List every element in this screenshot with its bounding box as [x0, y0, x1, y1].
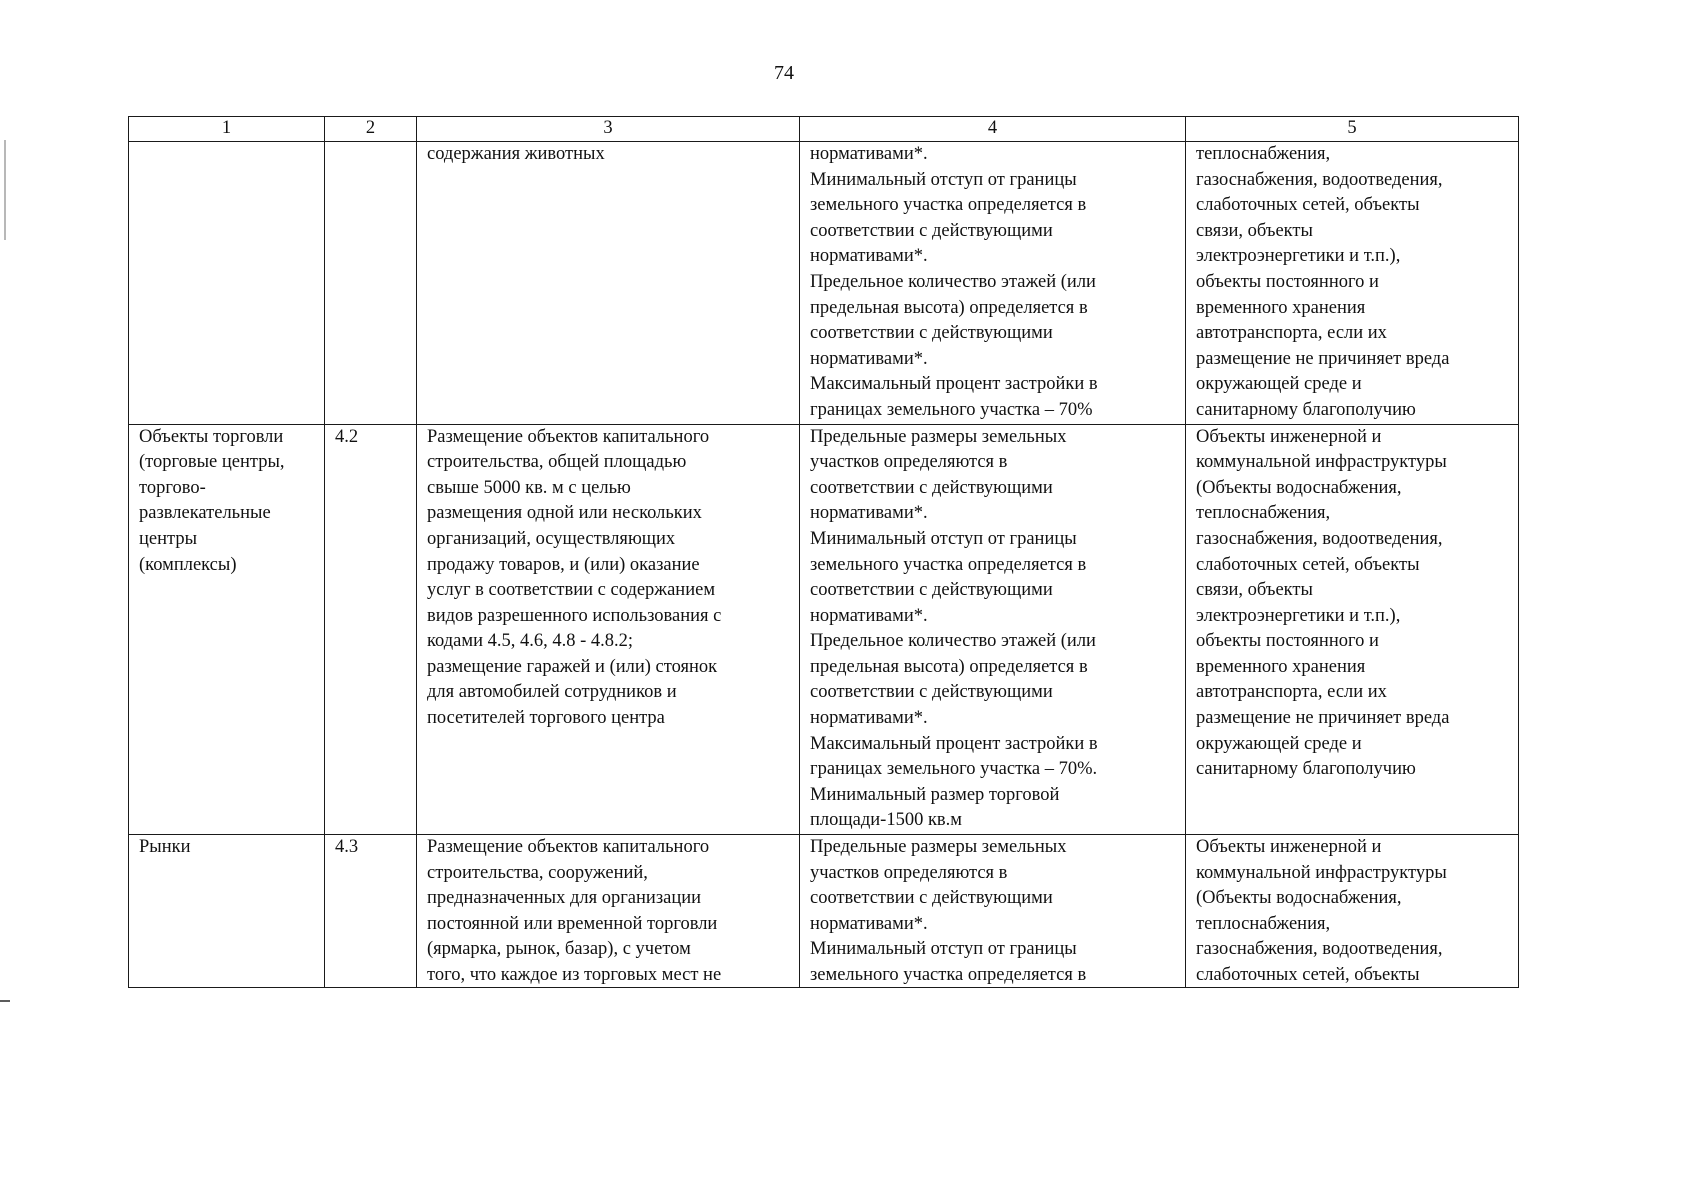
column-header: 1	[129, 117, 325, 142]
cell-text-line: газоснабжения, водоотведения,	[1196, 939, 1443, 960]
cell-text-line: кодами 4.5, 4.6, 4.8 - 4.8.2;	[427, 631, 634, 652]
cell-text-line: для автомобилей сотрудников и	[427, 682, 677, 703]
cell-content	[1196, 425, 1512, 783]
cell-text-line: соответствии с действующими	[810, 477, 1053, 498]
cell-text-line: размещение гаражей и (или) стоянок	[427, 656, 718, 677]
cell-content	[810, 142, 1179, 424]
cell-text-line: торгово-	[139, 477, 206, 498]
cell-text-line: Минимальный отступ от границы	[810, 528, 1077, 549]
cell-text-line: теплоснабжения,	[1196, 913, 1331, 934]
cell-text-line: содержания животных	[427, 144, 605, 164]
use-name-cell	[129, 142, 325, 425]
parameters-cell	[800, 424, 1186, 835]
table-row	[129, 835, 1519, 988]
cell-content	[810, 425, 1179, 835]
cell-text-line: коммунальной инфраструктуры	[1196, 452, 1447, 473]
cell-text-line: нормативами*.	[810, 503, 928, 524]
cell-text-line: объекты постоянного и	[1196, 271, 1379, 292]
cell-text-line: Объекты инженерной и	[1196, 837, 1382, 858]
land-use-table	[128, 116, 1519, 988]
auxiliary-uses-cell	[1186, 835, 1519, 988]
cell-text-line: земельного участка определяется в	[810, 554, 1087, 575]
cell-text-line: размещение не причиняет вреда	[1196, 348, 1450, 369]
description-cell	[417, 424, 800, 835]
cell-text-line: нормативами*.	[810, 144, 928, 164]
cell-text-line: коммунальной инфраструктуры	[1196, 862, 1447, 883]
cell-text-line: границах земельного участка – 70%.	[810, 759, 1098, 780]
cell-text-line: Размещение объектов капитального	[427, 837, 710, 858]
cell-text-line: газоснабжения, водоотведения,	[1196, 528, 1443, 549]
cell-text-line: Объекты инженерной и	[1196, 426, 1382, 447]
cell-text-line: организаций, осуществляющих	[427, 528, 676, 549]
cell-text-line: постоянной или временной торговли	[427, 913, 718, 934]
column-header: 4	[800, 117, 1186, 142]
cell-text-line: строительства, общей площадью	[427, 452, 687, 473]
cell-text-line: услуг в соответствии с содержанием	[427, 580, 716, 601]
cell-text-line: 4.3	[335, 837, 359, 858]
cell-text-line: Предельное количество этажей (или	[810, 631, 1096, 652]
cell-content	[139, 835, 318, 987]
cell-text-line: Предельные размеры земельных	[810, 426, 1067, 447]
cell-text-line: слаботочных сетей, объекты	[1196, 965, 1420, 985]
cell-text-line: Предельное количество этажей (или	[810, 271, 1096, 292]
column-header: 5	[1186, 117, 1519, 142]
cell-text-line: санитарному благополучию	[1196, 759, 1416, 780]
cell-content	[335, 425, 410, 451]
cell-text-line: Объекты торговли	[139, 426, 284, 447]
cell-text-line: соответствии с действующими	[810, 682, 1053, 703]
cell-text-line: соответствии с действующими	[810, 580, 1053, 601]
cell-text-line: теплоснабжения,	[1196, 144, 1331, 164]
cell-text-line: продажу товаров, и (или) оказание	[427, 554, 700, 575]
cell-text-line: Минимальный отступ от границы	[810, 939, 1077, 960]
column-header: 2	[325, 117, 417, 142]
cell-text-line: земельного участка определяется в	[810, 965, 1087, 985]
table-header-row	[129, 117, 1519, 142]
cell-text-line: соответствии с действующими	[810, 323, 1053, 344]
cell-text-line: центры	[139, 528, 198, 549]
cell-text-line: слаботочных сетей, объекты	[1196, 554, 1420, 575]
cell-content	[427, 425, 793, 732]
cell-text-line: предназначенных для организации	[427, 888, 702, 909]
cell-content	[1196, 142, 1512, 424]
table-row	[129, 424, 1519, 835]
cell-text-line: окружающей среде и	[1196, 733, 1362, 754]
cell-text-line: временного хранения	[1196, 297, 1366, 318]
cell-text-line: газоснабжения, водоотведения,	[1196, 169, 1443, 190]
use-code-cell	[325, 835, 417, 988]
cell-content	[139, 425, 318, 579]
cell-text-line: (Объекты водоснабжения,	[1196, 888, 1402, 909]
cell-text-line: Максимальный процент застройки в	[810, 374, 1098, 395]
cell-text-line: электроэнергетики и т.п.),	[1196, 605, 1401, 626]
use-name-cell	[129, 424, 325, 835]
cell-text-line: (ярмарка, рынок, базар), с учетом	[427, 939, 691, 960]
cell-text-line: развлекательные	[139, 503, 271, 524]
cell-text-line: посетителей торгового центра	[427, 708, 665, 729]
scan-mark	[4, 140, 6, 240]
cell-text-line: участков определяются в	[810, 452, 1008, 473]
cell-text-line: предельная высота) определяется в	[810, 297, 1088, 318]
cell-text-line: земельного участка определяется в	[810, 195, 1087, 216]
cell-text-line: Минимальный отступ от границы	[810, 169, 1077, 190]
parameters-cell	[800, 835, 1186, 988]
cell-text-line: автотранспорта, если их	[1196, 682, 1387, 703]
cell-text-line: нормативами*.	[810, 348, 928, 369]
description-cell	[417, 835, 800, 988]
cell-text-line: площади-1500 кв.м	[810, 810, 962, 831]
cell-text-line: предельная высота) определяется в	[810, 656, 1088, 677]
auxiliary-uses-cell	[1186, 142, 1519, 425]
cell-text-line: (торговые центры,	[139, 452, 285, 473]
cell-text-line: строительства, сооружений,	[427, 862, 648, 883]
cell-text-line: связи, объекты	[1196, 580, 1313, 601]
cell-text-line: Рынки	[139, 837, 191, 858]
cell-content	[810, 835, 1179, 987]
cell-text-line: (комплексы)	[139, 554, 237, 575]
cell-text-line: участков определяются в	[810, 862, 1008, 883]
cell-text-line: границах земельного участка – 70%	[810, 399, 1093, 420]
use-code-cell	[325, 424, 417, 835]
cell-text-line: размещение не причиняет вреда	[1196, 708, 1450, 729]
cell-text-line: того, что каждое из торговых мест не	[427, 965, 722, 985]
cell-text-line: слаботочных сетей, объекты	[1196, 195, 1420, 216]
cell-text-line: санитарному благополучию	[1196, 399, 1416, 420]
cell-text-line: нормативами*.	[810, 246, 928, 267]
cell-text-line: Минимальный размер торговой	[810, 784, 1060, 805]
use-name-cell	[129, 835, 325, 988]
cell-text-line: Размещение объектов капитального	[427, 426, 710, 447]
cell-text-line: электроэнергетики и т.п.),	[1196, 246, 1401, 267]
column-header: 3	[417, 117, 800, 142]
scan-mark	[0, 1000, 10, 1002]
cell-content	[1196, 835, 1512, 987]
use-code-cell	[325, 142, 417, 425]
cell-text-line: нормативами*.	[810, 708, 928, 729]
cell-text-line: 4.2	[335, 426, 359, 447]
auxiliary-uses-cell	[1186, 424, 1519, 835]
table-row	[129, 142, 1519, 425]
cell-text-line: соответствии с действующими	[810, 220, 1053, 241]
cell-text-line: теплоснабжения,	[1196, 503, 1331, 524]
cell-text-line: Максимальный процент застройки в	[810, 733, 1098, 754]
cell-text-line: (Объекты водоснабжения,	[1196, 477, 1402, 498]
page-number: 74	[774, 62, 794, 84]
cell-text-line: свыше 5000 кв. м с целью	[427, 477, 631, 498]
cell-text-line: временного хранения	[1196, 656, 1366, 677]
cell-text-line: размещения одной или нескольких	[427, 503, 702, 524]
cell-text-line: автотранспорта, если их	[1196, 323, 1387, 344]
cell-content	[427, 142, 793, 168]
cell-text-line: окружающей среде и	[1196, 374, 1362, 395]
cell-text-line: Предельные размеры земельных	[810, 837, 1067, 858]
cell-text-line: видов разрешенного использования с	[427, 605, 722, 626]
cell-content	[427, 835, 793, 987]
cell-text-line: нормативами*.	[810, 605, 928, 626]
cell-text-line: объекты постоянного и	[1196, 631, 1379, 652]
cell-text-line: связи, объекты	[1196, 220, 1313, 241]
cell-content	[335, 835, 410, 987]
description-cell	[417, 142, 800, 425]
cell-text-line: соответствии с действующими	[810, 888, 1053, 909]
cell-text-line: нормативами*.	[810, 913, 928, 934]
parameters-cell	[800, 142, 1186, 425]
